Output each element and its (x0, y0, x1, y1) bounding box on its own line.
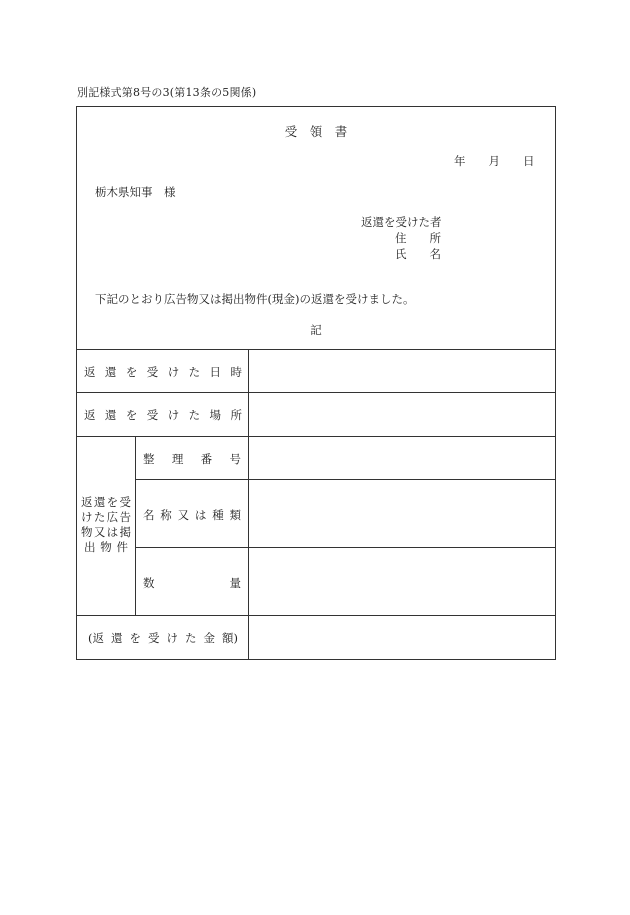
return-place-label: 返 還 を 受 け た 場 所 (84, 408, 242, 422)
receipt-form (76, 106, 556, 660)
name-or-type-field[interactable] (249, 480, 555, 547)
quantity-field[interactable] (249, 548, 555, 615)
form-caption: 別記様式第8号の3(第13条の5関係) (77, 86, 257, 99)
date-line: 年 月 日 (454, 154, 535, 168)
return-datetime-label: 返 還 を 受 け た 日 時 (84, 365, 242, 379)
reference-number-field[interactable] (249, 437, 555, 479)
name-or-type-label: 名 称 又 は 種 類 (143, 508, 241, 522)
ki-mark: 記 (310, 323, 322, 337)
returned-amount-label: (返 還 を 受 け た 金 額) (88, 631, 238, 645)
return-place-field[interactable] (249, 393, 555, 436)
name-label: 氏 名 (395, 247, 441, 261)
form-title: 受 領 書 (284, 124, 348, 139)
return-datetime-field[interactable] (249, 350, 555, 392)
quantity-label: 数 量 (143, 576, 241, 590)
returned-amount-field[interactable] (249, 616, 555, 659)
addressee: 栃木県知事 様 (95, 185, 176, 199)
column-divider (135, 436, 136, 615)
statement: 下記のとおり広告物又は掲出物件(現金)の返還を受けました。 (95, 292, 415, 306)
returned-items-group-label: 返 還 を 受 け た 広 告 物 又 は 掲 出 物 件 (81, 495, 131, 554)
recipient-label: 返還を受けた者 (361, 215, 442, 229)
address-label: 住 所 (395, 231, 441, 245)
reference-number-label: 整 理 番 号 (143, 452, 241, 466)
